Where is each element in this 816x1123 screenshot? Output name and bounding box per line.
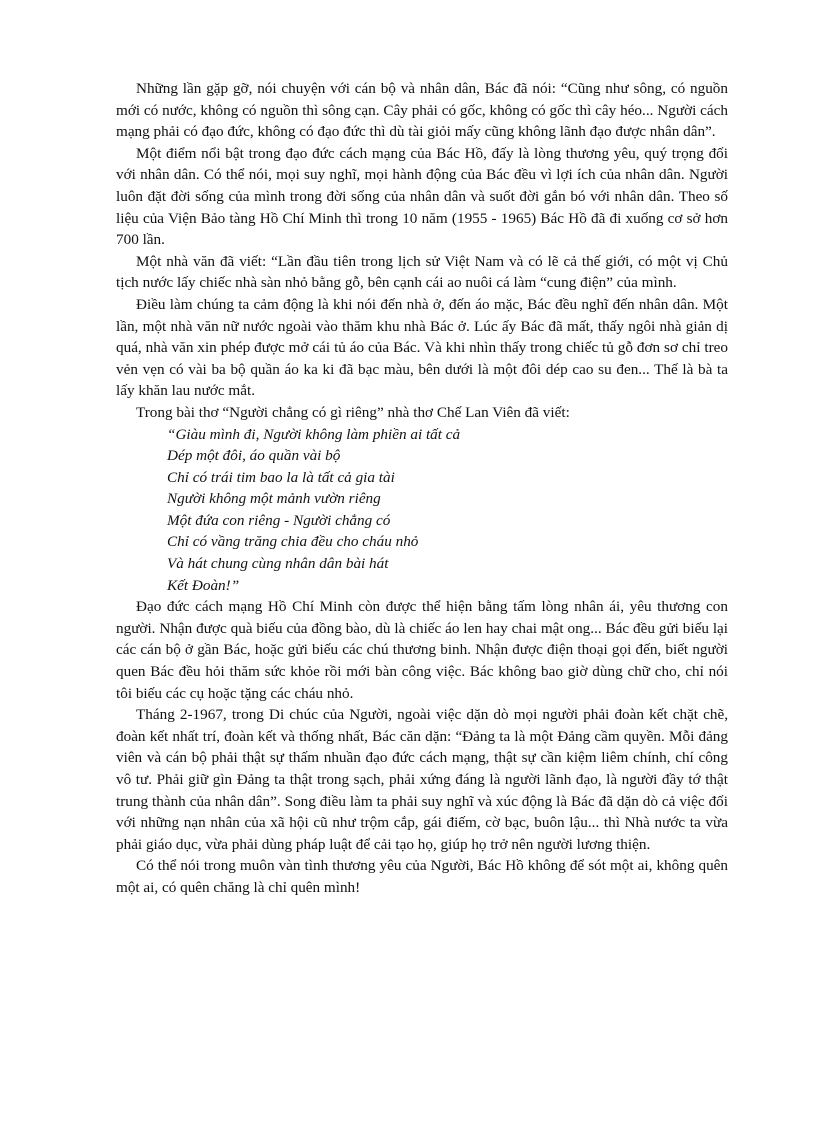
paragraph: Tháng 2-1967, trong Di chúc của Người, ngoài việc dặn dò mọi người phải đoàn kết chặt chẽ, đoàn kết nhất trí, đoàn kết và thống nhất, Bác căn dặn: “Đảng ta là một Đảng cầm quyền. Mỗi đảng viên và cán bộ phải thật sự thấm nhuần đạo đức cách mạng, thật sự cần kiệm liêm chính, chí công vô tư. Phải giữ gìn Đảng ta thật trong sạch, phải xứng đáng là người lãnh đạo, là người đầy tớ thật trung thành của nhân dân”. Song điều làm ta phải suy nghĩ và xúc động là Bác đã dặn dò cả việc đối với những nạn nhân của xã hội cũ như trộm cắp, gái điếm, cờ bạc, buôn lậu... thì Nhà nước ta vừa phải giáo dục, vừa phải dùng pháp luật để cải tạo họ, giúp họ trở nên người lương thiện. bbox=[116, 706, 728, 853]
paragraph: Những lần gặp gỡ, nói chuyện với cán bộ và nhân dân, Bác đã nói: “Cũng như sông, có nguồn mới có nước, không có nguồn thì sông cạn. Cây phải có gốc, không có gốc thì cây héo... Người cách mạng phải có đạo đức, không có đạo đức thì dù tài giỏi mấy cũng không lãnh đạo được nhân dân”. bbox=[116, 80, 728, 141]
document-page bbox=[116, 78, 728, 899]
poem-line: Dép một đôi, áo quần vài bộ bbox=[167, 447, 341, 465]
paragraph-conclusion: Có thể nói trong muôn vàn tình thương yêu của Người, Bác Hồ không để sót một ai, không quên một ai, có quên chăng là chỉ quên mình! bbox=[116, 857, 728, 896]
poem-line: Chỉ có trái tim bao la là tất cả gia tài bbox=[167, 468, 395, 486]
paragraph: Đạo đức cách mạng Hồ Chí Minh còn được thể hiện bằng tấm lòng nhân ái, yêu thương con người. Nhận được quà biếu của đồng bào, dù là chiếc áo len hay chai mật ong... Bác đều gửi biếu lại các cán bộ ở gần Bác, hoặc gửi biếu các chú thương binh. Nhận được điện thoại gọi đến, biết người quen Bác đều hỏi thăm sức khỏe rồi mới bàn công việc. Bác không bao giờ dùng chữ cho, chỉ nói tôi biếu các cụ hoặc tặng các cháu nhỏ. bbox=[116, 598, 728, 702]
paragraph: Một nhà văn đã viết: “Lần đầu tiên trong lịch sử Việt Nam và có lẽ cả thế giới, có một vị Chủ tịch nước lấy chiếc nhà sàn nhỏ bằng gỗ, bên cạnh cái ao nuôi cá làm “cung điện” của mình. bbox=[116, 252, 728, 292]
poem-line: Một đứa con riêng - Người chẳng có bbox=[167, 511, 391, 529]
poem-line: Và hát chung cùng nhân dân bài hát bbox=[167, 555, 389, 573]
poem-intro: Trong bài thơ “Người chẳng có gì riêng” nhà thơ Chế Lan Viên đã viết: bbox=[136, 403, 570, 421]
poem-line: Kết Đoàn!” bbox=[167, 576, 240, 594]
paragraph: Một điểm nổi bật trong đạo đức cách mạng của Bác Hồ, đấy là lòng thương yêu, quý trọng đối với nhân dân. Có thể nói, mọi suy nghĩ, mọi hành động của Bác đều vì lợi ích của nhân dân. Người luôn đặt đời sống của mình trong đời sống của nhân dân và suốt đời gắn bó với nhân dân. Theo số liệu của Viện Bảo tàng Hồ Chí Minh thì trong 10 năm (1955 - 1965) Bác Hồ đã đi xuống cơ sở hơn 700 lần. bbox=[116, 144, 728, 249]
poem-line: “Giàu mình đi, Người không làm phiền ai tất cả bbox=[167, 425, 461, 443]
poem-line: Người không một mảnh vườn riêng bbox=[167, 490, 381, 508]
paragraph: Điều làm chúng ta cảm động là khi nói đến nhà ở, đến áo mặc, Bác đều nghĩ đến nhân dân. Một lần, một nhà văn nữ nước ngoài vào thăm khu nhà Bác ở. Lúc ấy Bác đã mất, thấy ngôi nhà giản dị quá, nhà văn xin phép được mở cái tủ áo của Bác. Và khi nhìn thấy trong chiếc tủ gỗ đơn sơ chỉ treo vẻn vẹn có vài ba bộ quần áo ka ki đã bạc màu, bên dưới là một đôi dép cao su đen... Thế là bà ta lấy khăn lau nước mắt. bbox=[116, 295, 728, 400]
poem-line: Chỉ có vầng trăng chia đều cho cháu nhỏ bbox=[167, 533, 419, 551]
poem-block bbox=[116, 424, 728, 597]
